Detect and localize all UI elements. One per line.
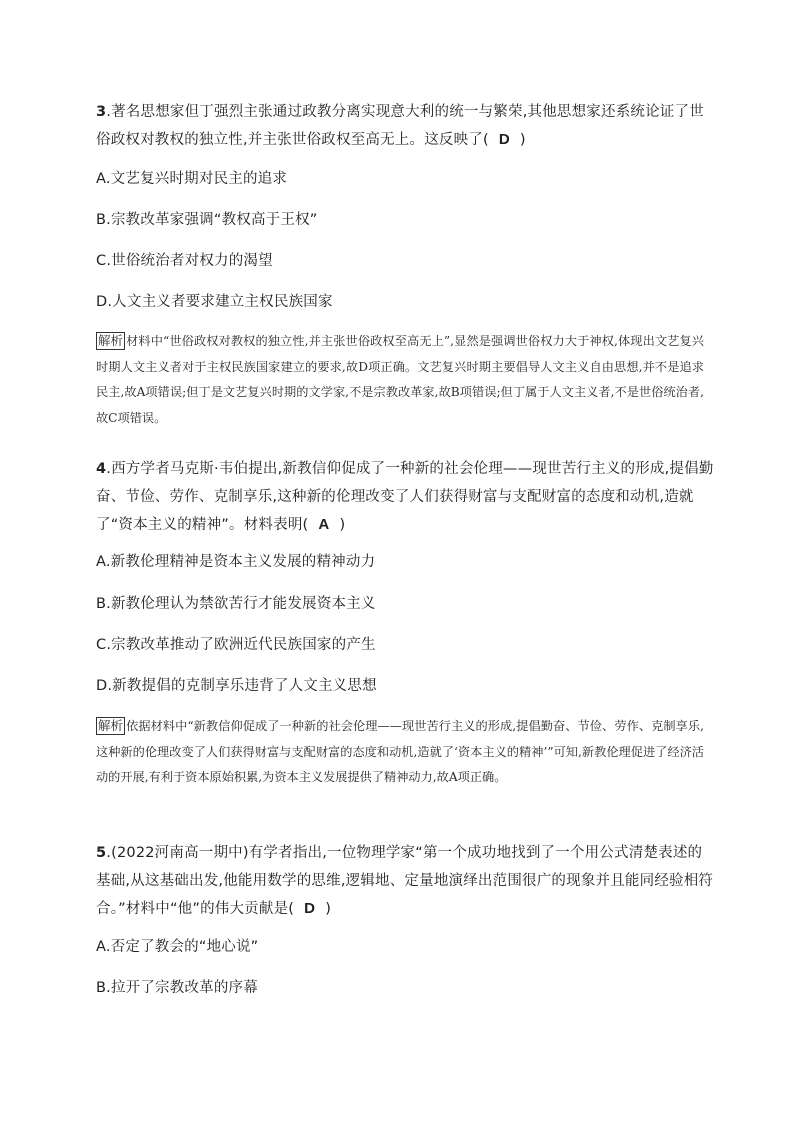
option-b: B.新教伦理认为禁欲苦行才能发展资本主义 — [96, 596, 376, 612]
question-text-end: ) — [339, 517, 346, 533]
question-number: 3 — [96, 104, 107, 120]
option-d: D.新教提倡的克制享乐违背了人文主义思想 — [96, 678, 377, 694]
option-a: A.否定了教会的“地心说” — [96, 939, 259, 955]
question-number: 5 — [96, 845, 107, 861]
question-text-end: ) — [325, 901, 332, 917]
question-5-stem — [96, 839, 716, 923]
analysis-label: 解析 — [98, 718, 124, 733]
question-text-end: ) — [519, 132, 526, 148]
option-b: B.宗教改革家强调“教权高于王权” — [96, 212, 318, 228]
analysis-block — [96, 714, 704, 791]
analysis-block — [96, 329, 704, 431]
question-text: .著名思想家但丁强烈主张通过政教分离实现意大利的统一与繁荣,其他思想家还系统论证了世俗政权对教权的独立性,并主张世俗政权至高无上。这反映了( — [96, 104, 704, 148]
option-c: C.世俗统治者对权力的渴望 — [96, 253, 273, 269]
question-4-stem — [96, 455, 716, 539]
option-c: C.宗教改革推动了欧洲近代民族国家的产生 — [96, 637, 376, 653]
answer-letter: A — [318, 516, 330, 533]
question-text: .西方学者马克斯·韦伯提出,新教信仰促成了一种新的社会伦理——现世苦行主义的形成,提倡勤奋、节俭、劳作、克制享乐,这种新的伦理改变了人们获得财富与支配财富的态度和动机,造就了“资本主义的精神”。材料表明( — [96, 461, 714, 533]
analysis-text: 依据材料中“新教信仰促成了一种新的社会伦理——现世苦行主义的形成,提倡勤奋、节俭、劳作、克制享乐,这种新的伦理改变了人们获得财富与支配财富的态度和动机,造就了‘资本主义的精神’”可知,新教伦理促进了经济活动的开展,有利于资本原始积累,为资本主义发展提供了精神动力,故A项正确。 — [96, 719, 704, 784]
analysis-label: 解析 — [98, 333, 124, 348]
question-text: .(2022河南高一期中)有学者指出,一位物理学家“第一个成功地找到了一个用公式清楚表述的基础,从这基础出发,他能用数学的思维,逻辑地、定量地演绎出范围很广的现象并且能同经验相符合。”材料中“他”的伟大贡献是( — [96, 845, 714, 917]
analysis-text: 材料中“世俗政权对教权的独立性,并主张世俗政权至高无上”,显然是强调世俗权力大于神权,体现出文艺复兴时期人文主义者对于主权民族国家建立的要求,故D项正确。文艺复兴时期主要倡导人文主义自由思想,并不是追求民主,故A项错误;但丁是文艺复兴时期的文学家,不是宗教改革家,故B项错误;但丁属于人文主义者,不是世俗统治者,故C项错误。 — [96, 334, 704, 425]
question-number: 4 — [96, 461, 107, 477]
answer-letter: D — [498, 131, 510, 148]
option-a: A.新教伦理精神是资本主义发展的精神动力 — [96, 554, 376, 570]
question-3-stem — [96, 98, 716, 154]
answer-letter: D — [304, 900, 316, 917]
option-a: A.文艺复兴时期对民主的追求 — [96, 171, 288, 187]
option-d: D.人文主义者要求建立主权民族国家 — [96, 294, 333, 310]
option-b: B.拉开了宗教改革的序幕 — [96, 980, 258, 996]
